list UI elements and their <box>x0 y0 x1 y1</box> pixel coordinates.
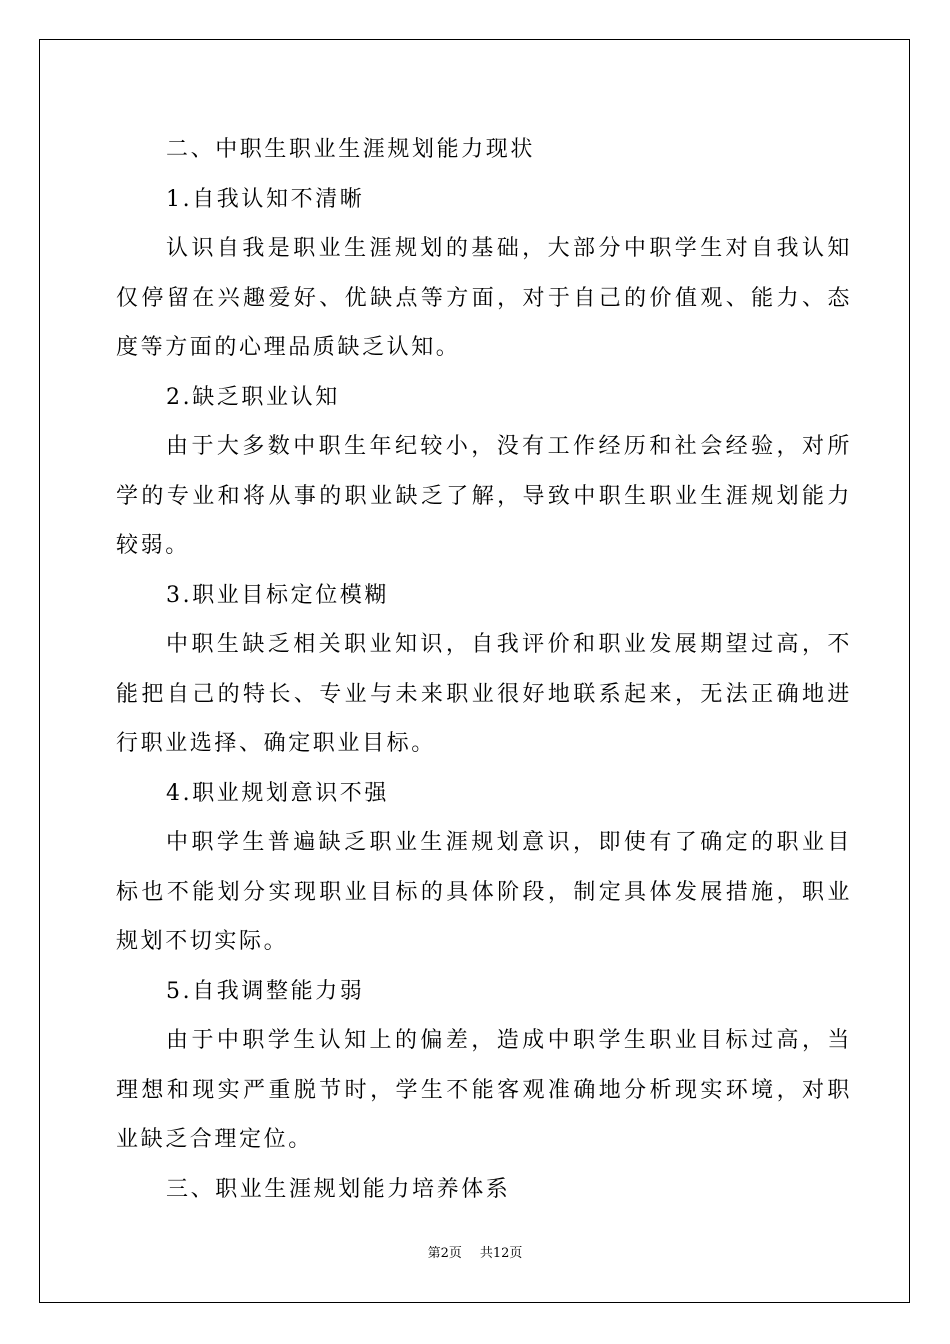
body-paragraph: 由于中职学生认知上的偏差，造成中职学生职业目标过高，当理想和现实严重脱节时，学生不能客观准确地分析现实环境，对职业缺乏合理定位。 <box>116 1028 852 1152</box>
subsection-heading: 1.自我认知不清晰 <box>166 186 365 212</box>
body-paragraph: 由于大多数中职生年纪较小，没有工作经历和社会经验，对所学的专业和将从事的职业缺乏了解，导致中职生职业生涯规划能力较弱。 <box>116 434 852 558</box>
section-heading: 二、中职生职业生涯规划能力现状 <box>166 137 536 162</box>
subsection-heading: 4.职业规划意识不强 <box>166 780 389 806</box>
page-footer <box>0 1246 950 1262</box>
body-paragraph: 认识自我是职业生涯规划的基础，大部分中职学生对自我认知仅停留在兴趣爱好、优缺点等方面，对于自己的价值观、能力、态度等方面的心理品质缺乏认知。 <box>116 236 852 360</box>
document-body <box>116 125 852 1214</box>
body-paragraph: 中职生缺乏相关职业知识，自我评价和职业发展期望过高，不能把自己的特长、专业与未来职业很好地联系起来，无法正确地进行职业选择、确定职业目标。 <box>116 632 852 756</box>
body-paragraph: 中职学生普遍缺乏职业生涯规划意识，即使有了确定的职业目标也不能划分实现职业目标的具体阶段，制定具体发展措施，职业规划不切实际。 <box>116 830 852 954</box>
page-number: 第2页 <box>427 1246 462 1261</box>
subsection-heading: 2.缺乏职业认知 <box>166 384 340 410</box>
page-total: 共12页 <box>479 1246 523 1261</box>
section-heading: 三、职业生涯规划能力培养体系 <box>166 1176 511 1202</box>
subsection-heading: 3.职业目标定位模糊 <box>166 582 389 608</box>
subsection-heading: 5.自我调整能力弱 <box>166 978 365 1004</box>
